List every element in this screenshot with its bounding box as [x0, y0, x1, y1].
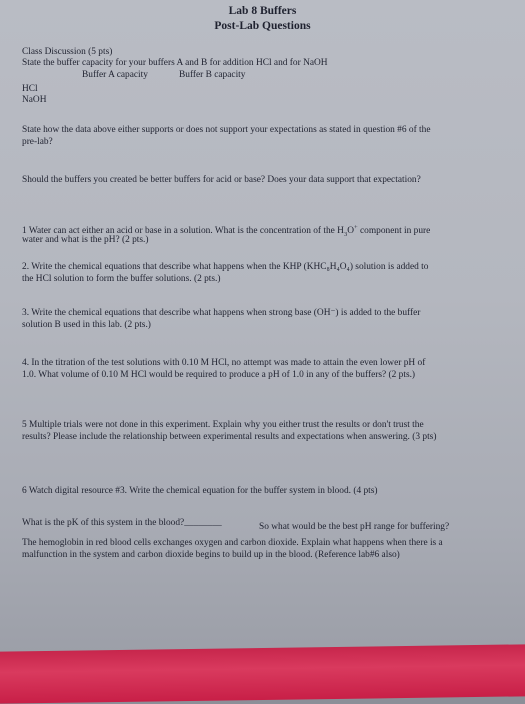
question-2-line2: the HCl solution to form the buffer solutions. (2 pts.) — [22, 274, 221, 284]
buffer-a-capacity-header: Buffer A capacity — [82, 70, 148, 80]
question-1-line2: water and what is the pH? (2 pts.) — [22, 235, 149, 245]
page-title: Lab 8 Buffers — [228, 5, 297, 17]
pk-answer-blank: ________ — [184, 518, 222, 528]
acid-base-question: Should the buffers you created be better buffers for acid or base? Does your data support that expectation? — [22, 175, 421, 185]
question-5-line2: results? Please include the relationship between experimental results and expectations when answering. (3 pts) — [22, 432, 437, 442]
support-question-line1: State how the data above either supports or does not support your expectations as stated in question #6 of the — [22, 125, 431, 135]
pk-question — [22, 518, 222, 530]
page-subtitle: Post-Lab Questions — [214, 20, 311, 32]
question-4-line2: 1.0. What volume of 0.10 M HCl would be required to produce a pH of 1.0 in any of the buffers? (2 pts.) — [22, 370, 416, 380]
q1-superscript: + — [354, 224, 358, 231]
buffer-b-capacity-header: Buffer B capacity — [179, 70, 246, 80]
class-discussion-heading: Class Discussion (5 pts) — [22, 47, 113, 57]
q1-text-b: O — [347, 226, 354, 237]
pk-question-text: What is the pK of this system in the blood? — [22, 518, 185, 528]
ph-range-question: So what would be the best pH range for buffering? — [259, 522, 450, 532]
row-naoh: NaOH — [22, 95, 47, 105]
class-discussion-prompt: State the buffer capacity for your buffers A and B for addition HCl and for NaOH — [22, 58, 328, 68]
question-6-line1: 6 Watch digital resource #3. Write the chemical equation for the buffer system in blood. (4 pts) — [22, 486, 378, 496]
question-4-line1: 4. In the titration of the test solutions with 0.10 M HCl, no attempt was made to attain the even lower pH of — [22, 358, 426, 368]
question-5-line1: 5 Multiple trials were not done in this experiment. Explain why you either trust the results or don't trust the — [22, 420, 424, 430]
q1-text-c: component in pure — [357, 226, 431, 237]
hemoglobin-question-line1: The hemoglobin in red blood cells exchanges oxygen and carbon dioxide. Explain what happens when there is a — [22, 538, 443, 548]
q1-subscript: 3 — [343, 231, 348, 238]
question-3-line2: solution B used in this lab. (2 pts.) — [22, 320, 151, 330]
background-fabric — [0, 644, 525, 703]
hemoglobin-question-line2: malfunction in the system and carbon dioxide begins to build up in the blood. (Reference lab#6 also) — [22, 550, 400, 560]
support-question-line2: pre-lab? — [22, 137, 53, 147]
question-3-line1: 3. Write the chemical equations that describe what happens when strong base (OH⁻) is added to the buffer — [22, 308, 421, 318]
row-hcl: HCl — [22, 84, 38, 94]
question-2-line1: 2. Write the chemical equations that describe what happens when the KHP (KHC₈H₄O₄) solution is added to — [22, 262, 429, 272]
q1-text-a: 1 Water can act either an acid or base in a solution. What is the concentration of the H — [22, 226, 344, 237]
